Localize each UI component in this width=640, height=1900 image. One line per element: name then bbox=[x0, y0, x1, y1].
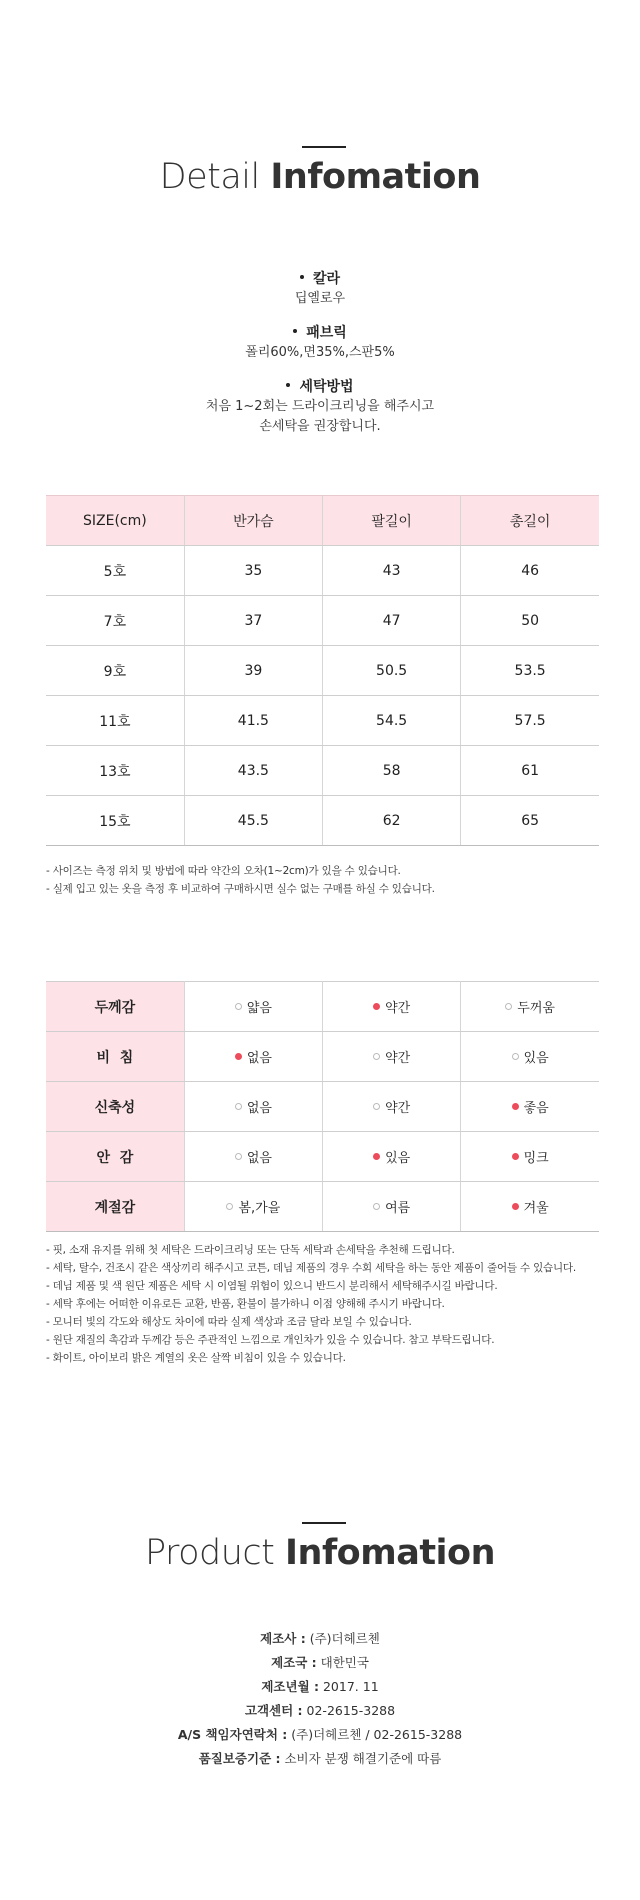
detail-washing bbox=[0, 377, 640, 437]
radio-empty-icon bbox=[373, 1053, 380, 1060]
property-label: 계절감 bbox=[46, 1182, 184, 1232]
care-note: - 원단 재질의 촉감과 두께감 등은 주관적인 느낌으로 개인차가 있을 수 있습니다. 참고 부탁드립니다. bbox=[46, 1334, 495, 1346]
product-info bbox=[0, 1627, 640, 1771]
detail-title-light: Detail bbox=[159, 157, 260, 197]
property-label: 두께감 bbox=[46, 982, 184, 1032]
table-cell: 15호 bbox=[46, 796, 184, 846]
radio-selected-icon bbox=[512, 1103, 519, 1110]
detail-color-label: 칼라 bbox=[312, 271, 341, 287]
radio-empty-icon bbox=[373, 1203, 380, 1210]
title-rule bbox=[302, 1522, 346, 1524]
detail-title bbox=[0, 157, 640, 197]
property-option-label: 있음 bbox=[523, 1051, 549, 1066]
property-option-label: 없음 bbox=[246, 1051, 272, 1066]
header-cell: SIZE(cm) bbox=[46, 496, 184, 546]
table-cell: 57.5 bbox=[461, 696, 599, 746]
property-option bbox=[373, 1197, 410, 1216]
table-cell: 50 bbox=[461, 596, 599, 646]
radio-selected-icon bbox=[512, 1203, 519, 1210]
product-info-value: (주)더헤르첸 bbox=[309, 1631, 380, 1646]
property-option-cell bbox=[184, 1132, 322, 1182]
product-info-value: (주)더헤르첸 / 02-2615-3288 bbox=[291, 1727, 463, 1742]
radio-empty-icon bbox=[512, 1053, 519, 1060]
property-row bbox=[46, 1132, 599, 1182]
product-title-bold: Infomation bbox=[285, 1533, 496, 1573]
table-cell: 50.5 bbox=[323, 646, 461, 696]
product-info-line bbox=[0, 1747, 640, 1771]
product-title-light: Product bbox=[144, 1533, 275, 1573]
product-title bbox=[0, 1533, 640, 1573]
property-option bbox=[505, 997, 555, 1016]
table-cell: 47 bbox=[323, 596, 461, 646]
table-cell: 53.5 bbox=[461, 646, 599, 696]
table-cell: 35 bbox=[184, 546, 322, 596]
property-option-label: 두꺼움 bbox=[517, 1001, 555, 1016]
size-table-header bbox=[46, 496, 599, 546]
table-cell: 54.5 bbox=[323, 696, 461, 746]
table-cell: 13호 bbox=[46, 746, 184, 796]
property-row bbox=[46, 1082, 599, 1132]
product-info-key: 제조국 : bbox=[271, 1655, 317, 1670]
detail-color bbox=[0, 269, 640, 309]
property-option-cell bbox=[184, 982, 322, 1032]
table-cell: 9호 bbox=[46, 646, 184, 696]
property-option-cell bbox=[323, 1082, 461, 1132]
detail-fabric bbox=[0, 323, 640, 363]
care-notes bbox=[46, 1241, 576, 1367]
property-row bbox=[46, 982, 599, 1032]
property-option bbox=[226, 1197, 280, 1216]
radio-selected-icon bbox=[373, 1003, 380, 1010]
radio-empty-icon bbox=[226, 1203, 233, 1210]
property-option-label: 얇음 bbox=[246, 1001, 272, 1016]
care-note: - 핏, 소재 유지를 위해 첫 세탁은 드라이크리닝 또는 단독 세탁과 손세탁을 추천해 드립니다. bbox=[46, 1244, 455, 1256]
table-cell: 46 bbox=[461, 546, 599, 596]
property-option-cell bbox=[323, 1182, 461, 1232]
product-info-line bbox=[0, 1723, 640, 1747]
property-option bbox=[373, 1147, 410, 1166]
table-row bbox=[46, 596, 599, 646]
header-cell: 총길이 bbox=[461, 496, 599, 546]
bullet-dot bbox=[293, 329, 297, 333]
property-option bbox=[373, 997, 410, 1016]
table-cell: 37 bbox=[184, 596, 322, 646]
detail-fabric-label: 패브릭 bbox=[306, 325, 347, 341]
property-option bbox=[512, 1197, 549, 1216]
table-cell: 39 bbox=[184, 646, 322, 696]
product-info-key: 제조사 : bbox=[260, 1631, 306, 1646]
table-cell: 5호 bbox=[46, 546, 184, 596]
header-cell: 반가슴 bbox=[184, 496, 322, 546]
property-option-cell bbox=[461, 1032, 599, 1082]
table-cell: 43 bbox=[323, 546, 461, 596]
care-note: - 세탁, 탈수, 건조시 같은 색상끼리 해주시고 코튼, 데님 제품의 경우 수회 세탁을 하는 동안 제품이 줄어들 수 있습니다. bbox=[46, 1262, 576, 1274]
property-option bbox=[235, 1147, 272, 1166]
radio-empty-icon bbox=[505, 1003, 512, 1010]
table-cell: 45.5 bbox=[184, 796, 322, 846]
size-notes bbox=[46, 862, 435, 898]
table-cell: 7호 bbox=[46, 596, 184, 646]
product-info-key: 품질보증기준 : bbox=[198, 1751, 281, 1766]
radio-empty-icon bbox=[235, 1153, 242, 1160]
property-option-cell bbox=[323, 982, 461, 1032]
property-label: 신축성 bbox=[46, 1082, 184, 1132]
size-note: - 실제 입고 있는 옷을 측정 후 비교하여 구매하시면 실수 없는 구매를 하실 수 있습니다. bbox=[46, 883, 435, 895]
property-table bbox=[46, 981, 599, 1232]
property-option bbox=[235, 997, 272, 1016]
care-note: - 화이트, 아이보리 밝은 계열의 옷은 살짝 비침이 있을 수 있습니다. bbox=[46, 1352, 346, 1364]
radio-empty-icon bbox=[235, 1103, 242, 1110]
table-cell: 65 bbox=[461, 796, 599, 846]
detail-title-bold: Infomation bbox=[270, 157, 481, 197]
detail-washing-label: 세탁방법 bbox=[299, 379, 354, 395]
product-info-value: 02-2615-3288 bbox=[306, 1703, 396, 1718]
property-option-cell bbox=[323, 1132, 461, 1182]
property-option-label: 좋음 bbox=[523, 1101, 549, 1116]
table-cell: 43.5 bbox=[184, 746, 322, 796]
detail-color-value: 딥옐로우 bbox=[294, 291, 346, 306]
product-info-line bbox=[0, 1627, 640, 1651]
radio-selected-icon bbox=[512, 1153, 519, 1160]
property-option bbox=[235, 1047, 272, 1066]
property-option bbox=[373, 1047, 410, 1066]
property-option bbox=[512, 1047, 549, 1066]
property-option bbox=[512, 1097, 549, 1116]
table-row bbox=[46, 746, 599, 796]
title-rule bbox=[302, 146, 346, 148]
product-info-key: 제조년월 : bbox=[261, 1679, 319, 1694]
property-option-cell bbox=[461, 1182, 599, 1232]
property-option-cell bbox=[184, 1182, 322, 1232]
product-info-line bbox=[0, 1699, 640, 1723]
property-option bbox=[512, 1147, 549, 1166]
table-cell: 61 bbox=[461, 746, 599, 796]
header-cell: 팔길이 bbox=[323, 496, 461, 546]
property-label: 비 침 bbox=[46, 1032, 184, 1082]
property-option-label: 약간 bbox=[385, 1001, 411, 1016]
detail-fabric-value: 폴리60%,면35%,스판5% bbox=[245, 345, 395, 360]
property-option-cell bbox=[461, 982, 599, 1032]
radio-selected-icon bbox=[235, 1053, 242, 1060]
property-option bbox=[373, 1097, 410, 1116]
property-option-label: 봄,가을 bbox=[238, 1201, 281, 1216]
table-cell: 58 bbox=[323, 746, 461, 796]
property-row bbox=[46, 1182, 599, 1232]
product-info-value: 2017. 11 bbox=[322, 1679, 379, 1694]
radio-empty-icon bbox=[373, 1103, 380, 1110]
bullet-dot bbox=[286, 383, 290, 387]
property-option-cell bbox=[184, 1032, 322, 1082]
property-option-cell bbox=[461, 1132, 599, 1182]
property-option-cell bbox=[461, 1082, 599, 1132]
detail-list bbox=[0, 269, 640, 451]
table-row bbox=[46, 646, 599, 696]
care-note: - 모니터 빛의 각도와 해상도 차이에 따라 실제 색상과 조금 달라 보일 수 있습니다. bbox=[46, 1316, 412, 1328]
table-cell: 11호 bbox=[46, 696, 184, 746]
table-cell: 62 bbox=[323, 796, 461, 846]
detail-washing-value: 처음 1~2회는 드라이크리닝을 해주시고 손세탁을 권장합니다. bbox=[205, 399, 435, 434]
property-option-cell bbox=[184, 1082, 322, 1132]
radio-selected-icon bbox=[373, 1153, 380, 1160]
table-row bbox=[46, 696, 599, 746]
property-option-label: 밍크 bbox=[523, 1151, 549, 1166]
property-option-label: 약간 bbox=[385, 1051, 411, 1066]
care-note: - 데님 제품 및 색 원단 제품은 세탁 시 이염될 위험이 있으니 반드시 분리해서 세탁해주시길 바랍니다. bbox=[46, 1280, 498, 1292]
property-label: 안 감 bbox=[46, 1132, 184, 1182]
property-option-label: 여름 bbox=[385, 1201, 411, 1216]
bullet-dot bbox=[300, 275, 304, 279]
radio-empty-icon bbox=[235, 1003, 242, 1010]
product-info-value: 소비자 분쟁 해결기준에 따름 bbox=[284, 1751, 442, 1766]
property-option-label: 약간 bbox=[385, 1101, 411, 1116]
product-info-line bbox=[0, 1675, 640, 1699]
table-row bbox=[46, 546, 599, 596]
product-info-line bbox=[0, 1651, 640, 1675]
product-info-value: 대한민국 bbox=[320, 1655, 369, 1670]
property-option-label: 없음 bbox=[246, 1151, 272, 1166]
product-info-key: A/S 책임자연락처 : bbox=[177, 1727, 288, 1742]
property-option bbox=[235, 1097, 272, 1116]
size-note: - 사이즈는 측정 위치 및 방법에 따라 약간의 오차(1~2cm)가 있을 수 있습니다. bbox=[46, 865, 401, 877]
table-cell: 41.5 bbox=[184, 696, 322, 746]
property-option-label: 있음 bbox=[385, 1151, 411, 1166]
care-note: - 세탁 후에는 어떠한 이유로든 교환, 반품, 환불이 불가하니 이점 양해해 주시기 바랍니다. bbox=[46, 1298, 445, 1310]
property-option-label: 없음 bbox=[246, 1101, 272, 1116]
property-option-label: 겨울 bbox=[523, 1201, 549, 1216]
size-table bbox=[46, 495, 599, 846]
property-row bbox=[46, 1032, 599, 1082]
table-row bbox=[46, 796, 599, 846]
property-option-cell bbox=[323, 1032, 461, 1082]
product-info-key: 고객센터 : bbox=[244, 1703, 303, 1718]
